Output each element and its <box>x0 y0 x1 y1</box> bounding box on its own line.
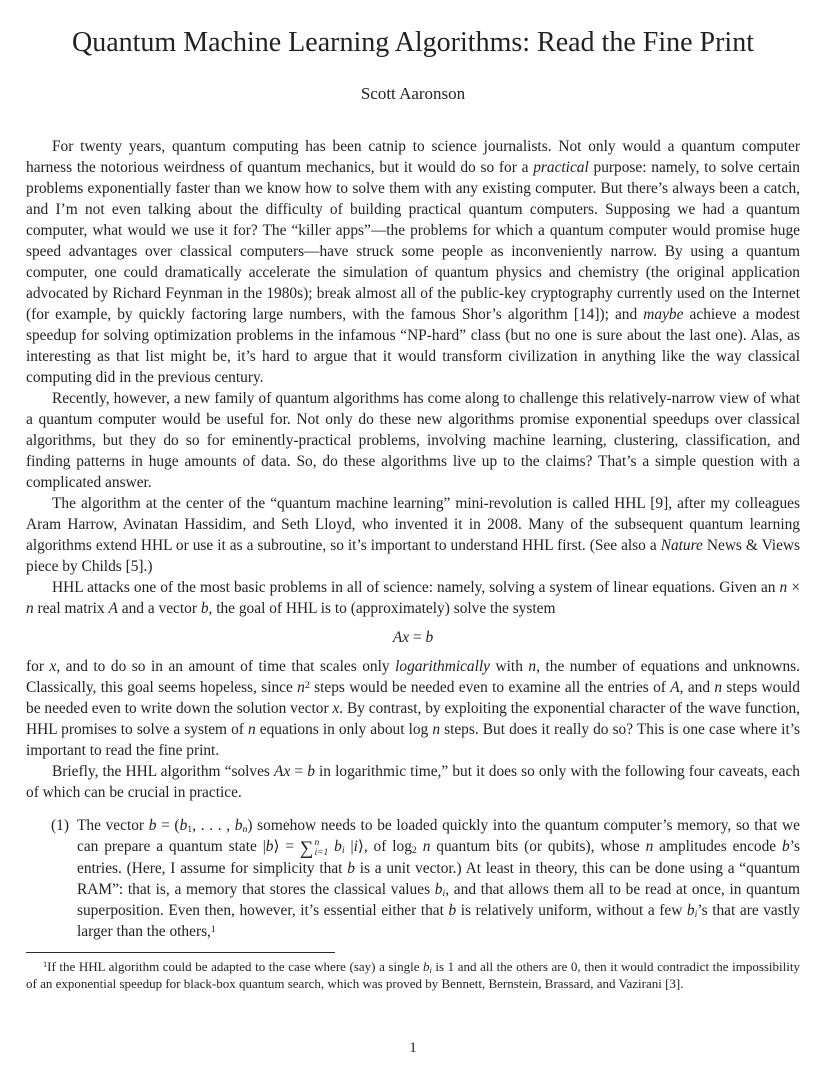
paragraph-5: for x, and to do so in an amount of time that scales only logarithmically with n, the number of equations and unknowns. Classically, this goal seems hopeless, since $n^2$ steps would be needed even to examine all the entries of A, and n steps would be needed even to write down the solution vector x. By contrast, by exploiting the exponential character of the wave function, HHL promises to solve a system of n equations in only about log n steps. But does it really do so? This is one case where it’s important to read the fine print. <box>26 658 800 759</box>
footnote-text: $^1$If the HHL algorithm could be adapted to the case where (say) a single $b_i$ is 1 and all the others are 0, then it would contradict the impossibility of an exponential speedup for black-box quantum search, which was proved by Bennett, Bernstein, Brassard, and Vazirani [3]. <box>26 959 800 991</box>
display-equation: Ax = b <box>392 629 434 646</box>
paragraph-6: Briefly, the HHL algorithm “solves Ax = b in logarithmic time,” but it does so only with the following four caveats, each of which can be crucial in practice. <box>26 763 800 801</box>
paper-title: Quantum Machine Learning Algorithms: Read the Fine Print <box>72 27 754 58</box>
item-text: The vector $b = (b_1$, . . . , $b_n$) somehow needs to be loaded quickly into the quantum computer’s memory, so that we can prepare a quantum state |b⟩ = ∑ n i=1 $b_i$ |i⟩, of $\log_2 n$ quantum bits (or qubits), whose n amplitudes encode b’s entries. (Here, I assume for simplicity that b is a unit vector.) At least in theory, this can be done using a “quantum RAM”: that is, a memory that stores the classical values $b_i$, and that allows them all to be read at once, in quantum superposition. Even then, however, it’s essential either that b is relatively uniform, without a few $b_i’s$ that are vastly larger than the others,$^1$ <box>77 817 801 940</box>
footnote-rule <box>26 952 335 953</box>
author-name: Scott Aaronson <box>360 84 466 103</box>
page-number: 1 <box>409 1040 417 1056</box>
paragraph-4: HHL attacks one of the most basic problems in all of science: namely, solving a system of linear equations. Given an n × n real matrix A and a vector b, the goal of HHL is to (approximately) solve the system <box>26 579 800 617</box>
paragraph-1: For twenty years, quantum computing has been catnip to science journalists. Not only would a quantum computer harness the notorious weirdness of quantum mechanics, but it would do so for a practical purpose: namely, to solve certain problems exponentially faster than we know how to solve them with any existing computer. But there’s always been a catch, and I’m not even talking about the difficulty of building practical quantum computers. Supposing we had a quantum computer, what would we use it for? The “killer apps”—the problems for which a quantum computer would promise huge speed advantages over classical computers—have struck some people as inconveniently narrow. By using a quantum computer, one could dramatically accelerate the simulation of quantum physics and chemistry (the original application advocated by Richard Feynman in the 1980s); break almost all of the public-key cryptography currently used on the Internet (for example, by quickly factoring large numbers, with the famous Shor’s algorithm [14]); and maybe achieve a modest speedup for solving optimization problems in the infamous “NP-hard” class (but no one is sure about the last one). Alas, as interesting as that list might be, it’s hard to argue that it would transform civilization in anything like the way classical computing did in the previous century. <box>26 138 801 386</box>
item-marker: (1) <box>51 817 69 834</box>
text-column <box>26 0 800 992</box>
paragraph-2: Recently, however, a new family of quantum algorithms has come along to challenge this relatively-narrow view of what a quantum computer would be useful for. Not only do these new algorithms promise exponential speedups over classical algorithms, but they do so for eminently-practical problems, involving machine learning, clustering, classification, and finding patterns in huge amounts of data. So, do these algorithms live up to the claims? That’s a simple question with a complicated answer. <box>26 390 800 491</box>
paper-body <box>26 136 800 992</box>
paragraph-3: The algorithm at the center of the “quantum machine learning” mini-revolution is called HHL [9], after my colleagues Aram Harrow, Avinatan Hassidim, and Seth Lloyd, who invented it in 2008. Many of the subsequent quantum learning algorithms extend HHL or use it as a subroutine, so it’s important to understand HHL first. (See also a Nature News & Views piece by Childs [5].) <box>26 495 801 575</box>
enumerate-item-1 <box>26 815 800 942</box>
